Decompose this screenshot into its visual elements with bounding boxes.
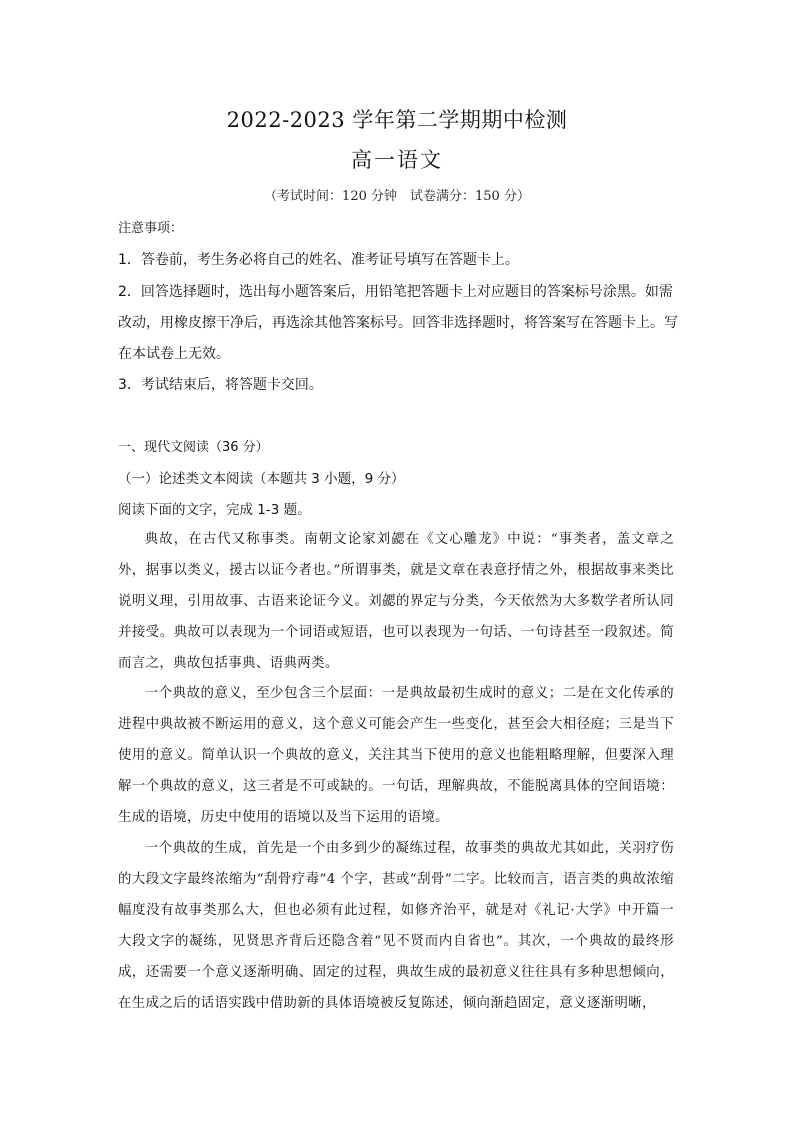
exam-time-info: （考试时间：120 分钟 试卷满分：150 分） bbox=[264, 189, 530, 204]
note-item-2-line-1: 2．回答选择题时，选出每小题答案后，用铅笔把答题卡上对应题目的答案标号涂黑。如需 bbox=[118, 284, 673, 300]
passage-paragraph-1: 典故，在古代又称事类。南朝文论家刘勰在《文心雕龙》中说：“事类者，盖文章之外，据事以类义，援古以证今者也。”所谓事类，就是文章在表意抒情之外，根据故事来类比说明义理，引用故事、古语来论证今义。刘勰的界定与分类，今天依然为大多数学者所认同并接受。典故可以表现为一个词语或短语，也可以表现为一句话、一句诗甚至一段叙述。简而言之，典故包括事典、语典两类。 bbox=[118, 532, 674, 671]
reading-instruction: 阅读下面的文字，完成 1-3 题。 bbox=[118, 502, 311, 518]
passage-paragraph-2: 一个典故的意义，至少包含三个层面：一是典故最初生成时的意义；二是在文化传承的进程中典故被不断运用的意义，这个意义可能会产生一些变化，甚至会大相径庭；三是当下使用的意义。简单认识一个典故的意义，关注其当下使用的意义也能粗略理解，但要深入理解一个典故的意义，这三者是不可或缺的。一句话，理解典故，不能脱离具体的空间语境：生成的语境，历史中使用的语境以及当下运用的语境。 bbox=[118, 686, 674, 825]
passage-paragraph-3: 一个典故的生成，首先是一个由多到少的凝练过程，故事类的典故尤其如此，关羽疗伤的大段文字最终浓缩为“刮骨疗毒”4 个字，甚或“刮骨”二字。比较而言，语言类的典故浓缩幅度没有故事类那么大，但也必须有此过程，如修齐治平，就是对《礼记·大学》中开篇一大段文字的凝练，见贤思齐背后还隐含着“见不贤而内自省也”。其次，一个典故的最终形成，还需要一个意义逐渐明确、固定的过程，典故生成的最初意义往往具有多种思想倾向，在生成之后的话语实践中借助新的具体语境被反复陈述，倾向渐趋固定，意义逐渐明晰， bbox=[118, 841, 674, 1011]
note-item-1: 1．答卷前，考生务必将自己的姓名、准考证号填写在答题卡上。 bbox=[118, 252, 519, 268]
note-item-2-line-2: 改动，用橡皮擦干净后，再选涂其他答案标号。回答非选择题时，将答案写在答题卡上。写 bbox=[118, 315, 678, 331]
notes-heading: 注意事项： bbox=[118, 221, 184, 236]
exam-subject: 高一语文 bbox=[351, 148, 443, 172]
note-item-3: 3．考试结束后，将答题卡交回。 bbox=[118, 377, 323, 393]
note-item-2-line-3: 在本试卷上无效。 bbox=[118, 346, 230, 362]
subsection-heading: （一）论述类文本阅读（本题共 3 小题，9 分） bbox=[118, 471, 405, 487]
exam-title: 2022-2023 学年第二学期期中检测 bbox=[226, 108, 568, 132]
section-heading: 一、现代文阅读（36 分） bbox=[118, 440, 269, 455]
